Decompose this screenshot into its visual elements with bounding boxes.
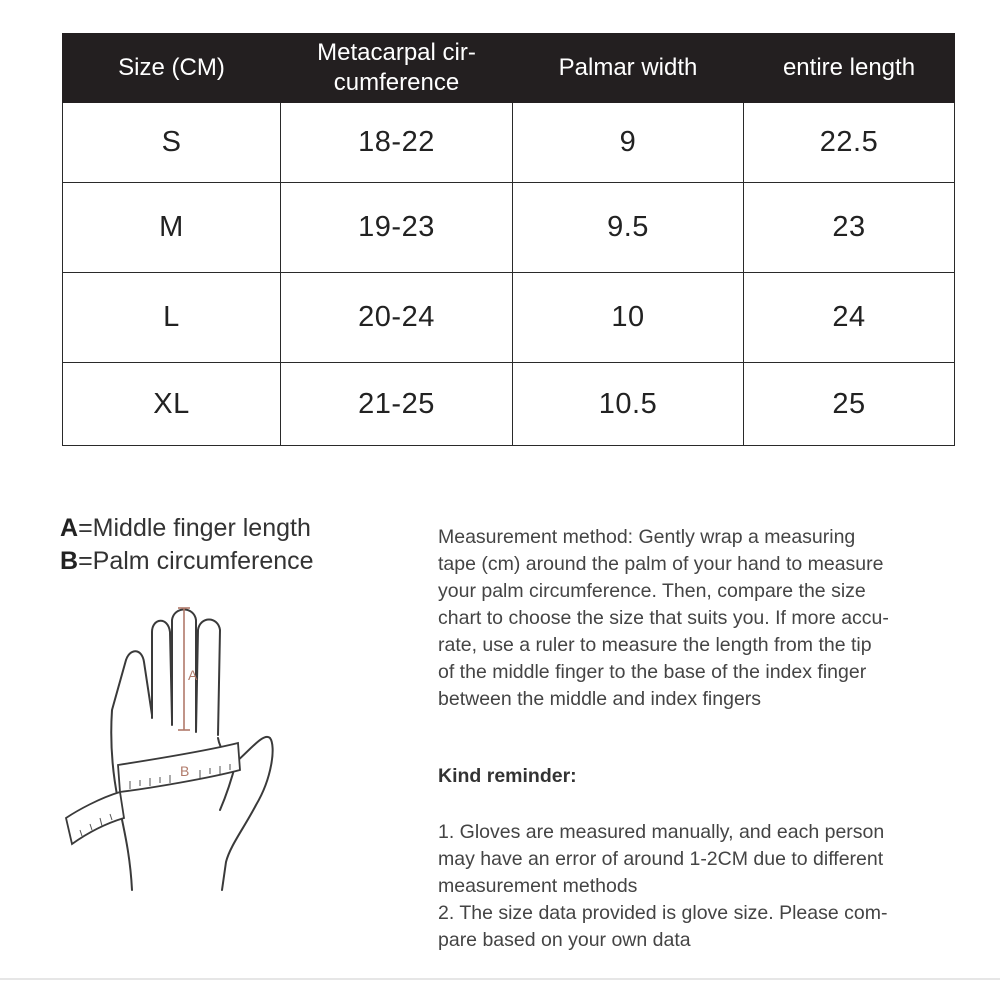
cell-length: 25: [744, 363, 955, 446]
header-entire-length: entire length: [744, 34, 955, 103]
table-row: [63, 103, 955, 183]
reminder-line: may have an error of around 1-2CM due to different: [438, 848, 884, 870]
method-line: between the middle and index fingers: [438, 688, 762, 710]
method-line: rate, use a ruler to measure the length from the tip: [438, 634, 872, 656]
ring-finger: [196, 620, 220, 736]
cell-size: S: [63, 103, 281, 183]
size-chart-table: [62, 33, 955, 446]
cell-palmar: 9.5: [513, 183, 744, 273]
cell-metacarpal: 18-22: [281, 103, 513, 183]
header-metacarpal-line1: Metacarpal cir-: [317, 39, 476, 66]
cell-length: 23: [744, 183, 955, 273]
legend-a-text: =Middle finger length: [78, 514, 311, 542]
table-row: [63, 363, 955, 446]
reminder-text: [438, 819, 938, 954]
header-size: Size (CM): [63, 34, 281, 103]
reminder-line: pare based on your own data: [438, 929, 691, 951]
header-metacarpal-line2: cumference: [333, 69, 460, 96]
cell-length: 22.5: [744, 103, 955, 183]
reminder-line: 2. The size data provided is glove size. Please com-: [438, 902, 888, 924]
measurement-legend: [60, 512, 314, 578]
reminder-line: measurement methods: [438, 875, 638, 897]
legend-a-key: A: [60, 514, 79, 542]
method-line: your palm circumference. Then, compare the size: [438, 580, 866, 602]
cell-metacarpal: 20-24: [281, 273, 513, 363]
method-line: tape (cm) around the palm of your hand to measure: [438, 553, 884, 575]
diagram-label-b: B: [180, 763, 190, 779]
cell-size: XL: [63, 363, 281, 446]
reminder-title: Kind reminder:: [438, 765, 577, 787]
diagram-label-a: A: [188, 667, 198, 683]
cell-metacarpal: 19-23: [281, 183, 513, 273]
method-line: of the middle finger to the base of the index finger: [438, 661, 867, 683]
reminder-line: 1. Gloves are measured manually, and each person: [438, 821, 885, 843]
method-line: Measurement method: Gently wrap a measuring: [438, 526, 856, 548]
method-line: chart to choose the size that suits you. If more accu-: [438, 607, 889, 629]
table-row: [63, 183, 955, 273]
table-header-row: [63, 34, 955, 103]
table-row: [63, 273, 955, 363]
header-palmar-width: Palmar width: [513, 34, 744, 103]
cell-size: M: [63, 183, 281, 273]
index-finger: [152, 621, 172, 720]
cell-length: 24: [744, 273, 955, 363]
cell-palmar: 10: [513, 273, 744, 363]
bottom-divider: [0, 978, 1000, 980]
legend-a: [60, 512, 314, 545]
legend-b-text: =Palm circumference: [78, 547, 314, 575]
cell-metacarpal: 21-25: [281, 363, 513, 446]
hand-measurement-diagram: [60, 600, 290, 900]
cell-palmar: 9: [513, 103, 744, 183]
legend-b: [60, 545, 314, 578]
header-metacarpal: [281, 34, 513, 103]
cell-palmar: 10.5: [513, 363, 744, 446]
cell-size: L: [63, 273, 281, 363]
measurement-method-text: [438, 524, 938, 713]
legend-b-key: B: [60, 547, 79, 575]
